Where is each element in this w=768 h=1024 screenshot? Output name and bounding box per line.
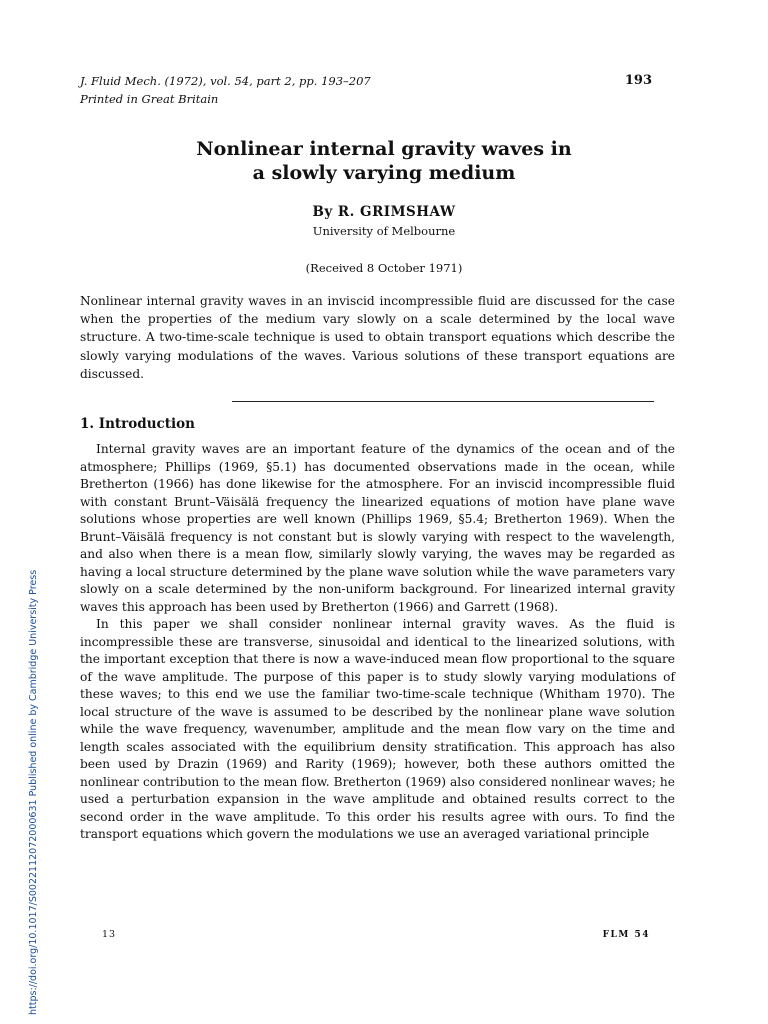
page-number: 193 [624,73,652,88]
received-date: (Received 8 October 1971) [305,261,463,275]
body-text [80,441,675,844]
footer-journal-mark: FLM 54 [602,930,650,940]
affiliation: University of Melbourne [312,224,456,238]
footer-signature: 13 [102,929,117,940]
abstract: Nonlinear internal gravity waves in an inviscid incompressible fluid are discussed for the case when the properties of the medium vary slowly on a scale determined by the local wave structure. A two-time-scale technique is used to obtain transport equations which describe the slowly varying modulations of the waves. Various solutions of these transport equations are discussed. [80,294,675,381]
section-heading: 1. Introduction [80,416,195,432]
header-citation-block [80,72,371,108]
paragraph-1: Internal gravity waves are an important feature of the dynamics of the ocean and of the atmosphere; Phillips (1969, §5.1) has documented observations made in the ocean, while Bretherton (1966) has done likewise for the atmosphere. For an inviscid incompressible fluid with constant Brunt–Väisälä frequency the linearized equations of motion have plane wave solutions whose properties are well known (Phillips 1969, §5.4; Bretherton 1969). When the Brunt–Väisälä frequency is not constant but is slowly varying with respect to the wavelength, and also when there is a mean flow, similarly slowly varying, the waves may be regarded as having a local structure determined by the plane wave solution while the wave parameters vary slowly on a scale determined by the non-uniform background. For linearized internal gravity waves this approach has been used by Bretherton (1966) and Garrett (1968). [80,442,675,614]
author: By R. GRIMSHAW [312,204,456,220]
abstract-divider [232,401,654,402]
title-line-2: a slowly varying medium [252,162,516,184]
printed-in: Printed in Great Britain [80,92,219,106]
title-line-1: Nonlinear internal gravity waves in [196,138,572,160]
paragraph-2: In this paper we shall consider nonlinear internal gravity waves. As the fluid is incompressible these are transverse, sinusoidal and identical to the linearized solutions, with the important exception that there is now a wave-induced mean flow proportional to the square of the wave amplitude. The purpose of this paper is to study slowly varying modulations of these waves; to this end we use the familiar two-time-scale technique (Whitham 1970). The local structure of the wave is assumed to be described by the nonlinear plane wave solution while the wave frequency, wavenumber, amplitude and the mean flow vary on the time and length scales associated with the equilibrium density stratification. This approach has also been used by Drazin (1969) and Rarity (1969); however, both these authors omitted the nonlinear contribution to the mean flow. Bretherton (1969) also considered nonlinear waves; he used a perturbation expansion in the wave amplitude and obtained results correct to the second order in the wave amplitude. To this order his results agree with ours. To find the transport equations which govern the modulations we use an averaged variational principle [80,617,675,841]
journal-citation: J. Fluid Mech. (1972), vol. 54, part 2, pp. 193–207 [80,74,371,88]
article-title [0,137,768,185]
doi-link[interactable]: https://doi.org/10.1017/S0022112072000631 Published online by Cambridge University Press [28,569,39,1015]
